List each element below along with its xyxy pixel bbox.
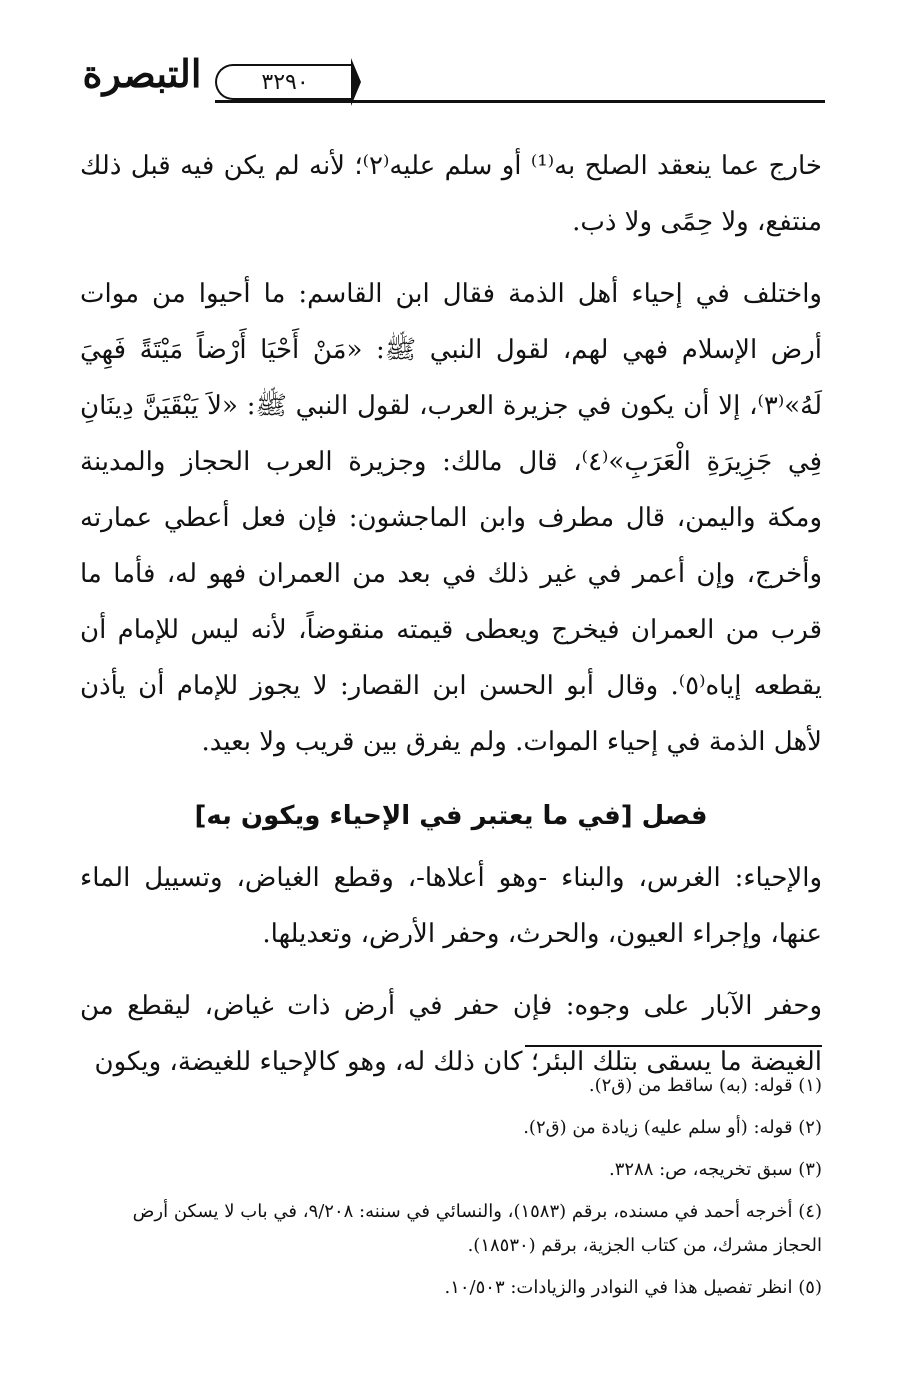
footnotes	[80, 1065, 822, 1309]
book-title: التبصرة	[82, 51, 202, 96]
footnote-2: (٢) قوله: (أو سلم عليه) زيادة من (ق٢).	[523, 1117, 822, 1138]
page-number-badge	[215, 64, 353, 100]
page-number: ٣٢٩٠	[261, 69, 309, 95]
section-heading: فصل [في ما يعتبر في الإحياء ويكون به]	[194, 801, 708, 831]
paragraph-4: وحفر الآبار على وجوه: فإن حفر في أرض ذات غياض، ليقطع من الغيضة ما يسقى بتلك البئر؛ كان ذلك له، وهو كالإحياء للغيضة، ويكون	[80, 991, 822, 1077]
page-header	[55, 52, 825, 112]
footnote-5: (٥) انظر تفصيل هذا في النوادر والزيادات: ١٠/٥٠٣.	[444, 1277, 822, 1298]
footnote-4: (٤) أخرجه أحمد في مسنده، برقم (١٥٨٣)، والنسائي في سننه: ٩/٢٠٨، في باب لا يسكن أرض الحجاز مشرك، من كتاب الجزية، برقم (١٨٥٣٠).	[132, 1201, 822, 1256]
header-rule	[215, 100, 825, 103]
paragraph-3: والإحياء: الغرس، والبناء -وهو أعلاها-، وقطع الغياض، وتسييل الماء عنها، وإجراء العيون، والحرث، وحفر الأرض، وتعديلها.	[80, 863, 822, 949]
footnote-3: (٣) سبق تخريجه، ص: ٣٢٨٨.	[608, 1159, 822, 1180]
paragraph-2: واختلف في إحياء أهل الذمة فقال ابن القاسم: ما أحيوا من موات أرض الإسلام فهي لهم، لقول النبي ﷺ: «مَنْ أَحْيَا أَرْضاً مَيْتَةً فَهِيَ لَهُ»⁽٣⁾، إلا أن يكون في جزيرة العرب، لقول النبي ﷺ: «لاَ يَبْقَيَنَّ دِينَانِ فِي جَزِيرَةِ الْعَرَبِ»⁽٤⁾، قال مالك: وجزيرة العرب الحجاز والمدينة ومكة واليمن، قال مطرف وابن الماجشون: فإن فعل أعطي عمارته وأخرج، وإن أعمر في غير ذلك في بعد من العمران فهو له، فأما ما قرب من العمران فيخرج ويعطى قيمته منقوضاً، لأنه ليس للإمام أن يقطعه إياه⁽٥⁾. وقال أبو الحسن ابن القصار: لا يجوز للإمام أن يأذن لأهل الذمة في إحياء الموات. ولم يفرق بين قريب ولا بعيد.	[80, 279, 822, 757]
footnote-divider	[525, 1045, 822, 1047]
footnote-1: (١) قوله: (به) ساقط من (ق٢).	[588, 1075, 822, 1096]
main-text	[80, 138, 822, 1090]
paragraph-1: خارج عما ينعقد الصلح به⁽¹⁾ أو سلم عليه⁽٢⁾؛ لأنه لم يكن فيه قبل ذلك منتفع، ولا حِمًى ولا ذب.	[80, 151, 822, 237]
